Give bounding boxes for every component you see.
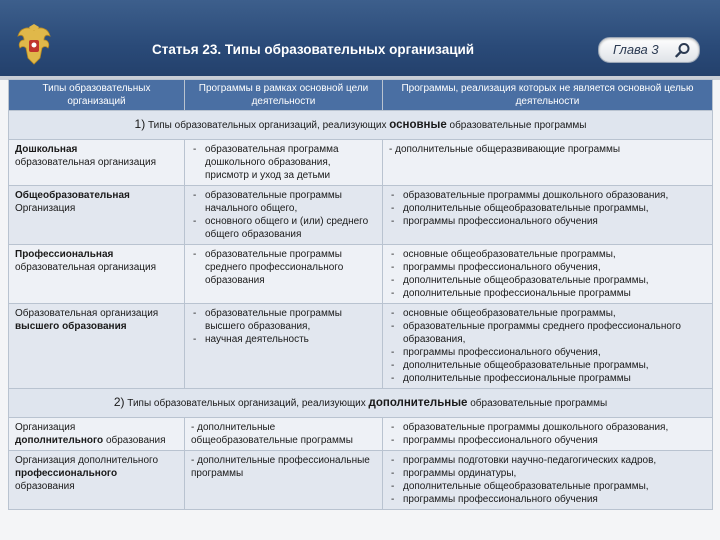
extra-programs-cell [383,418,713,451]
table-row [9,245,713,304]
header-bar [0,0,720,78]
list-item: - дополнительные общеобразовательные программы, [389,359,706,372]
section-row [9,389,713,418]
list-item: - программы профессионального обучения [389,215,706,228]
organization-types-table [8,79,713,510]
table-row [9,140,713,186]
main-programs-cell [185,304,383,389]
list-item: - основного общего и (или) среднего общего образования [191,215,376,241]
org-type-cell: Организация дополнительного профессионального образования [9,451,185,510]
column-header: Программы, реализация которых не является основной целью деятельности [383,80,713,111]
list-item: - образовательные программы дошкольного образования, [389,189,706,202]
section-title: 2) Типы образовательных организаций, реализующих дополнительные образовательные программы [9,389,713,418]
list-item: - программы профессионального обучения [389,434,706,447]
table-row [9,186,713,245]
main-programs-cell: - дополнительные общеобразовательные программы [185,418,383,451]
column-header: Типы образовательных организаций [9,80,185,111]
org-type-cell: Образовательная организация высшего образования [9,304,185,389]
list-item: - образовательные программы высшего образования, [191,307,376,333]
org-type-cell: Дошкольная образовательная организация [9,140,185,186]
list-item: - дополнительные общеобразовательные программы, [389,202,706,215]
org-type-cell: Профессиональная образовательная организация [9,245,185,304]
main-programs-cell [185,140,383,186]
table-row [9,418,713,451]
list-item: - основные общеобразовательные программы, [389,248,706,261]
main-programs-cell [185,186,383,245]
extra-programs-cell [383,186,713,245]
search-icon[interactable] [675,42,691,58]
org-type-cell: Общеобразовательная Организация [9,186,185,245]
main-programs-cell: - дополнительные профессиональные программы [185,451,383,510]
extra-programs-cell: - дополнительные общеразвивающие программы [383,140,713,186]
section-row [9,111,713,140]
table-row [9,304,713,389]
org-type-cell: Организация дополнительного образования [9,418,185,451]
column-header: Программы в рамках основной цели деятельности [185,80,383,111]
list-item: - образовательная программа дошкольного образования, присмотр и уход за детьми [191,143,376,182]
extra-programs-cell [383,245,713,304]
list-item: - дополнительные общеобразовательные программы, [389,274,706,287]
extra-programs-cell [383,304,713,389]
page-title: Статья 23. Типы образовательных организаций [152,42,475,57]
extra-programs-cell [383,451,713,510]
list-item: - научная деятельность [191,333,376,346]
chapter-badge[interactable] [598,37,700,63]
chapter-label: Глава 3 [613,42,659,57]
main-programs-cell [185,245,383,304]
list-item: - образовательные программы среднего профессионального образования, [389,320,706,346]
list-item: - программы профессионального обучения, [389,346,706,359]
table-row [9,451,713,510]
list-item: - программы ординатуры, [389,467,706,480]
list-item: - программы подготовки научно-педагогических кадров, [389,454,706,467]
list-item: - программы профессионального обучения [389,493,706,506]
list-item: - основные общеобразовательные программы, [389,307,706,320]
list-item: - дополнительные профессиональные программы [389,287,706,300]
list-item: - образовательные программы начального общего, [191,189,376,215]
section-title: 1) Типы образовательных организаций, реализующих основные образовательные программы [9,111,713,140]
list-item: - программы профессионального обучения, [389,261,706,274]
list-item: - дополнительные общеобразовательные программы, [389,480,706,493]
list-item: - образовательные программы дошкольного образования, [389,421,706,434]
table-header-row [9,80,713,111]
list-item: - образовательные программы среднего профессионального образования [191,248,376,287]
list-item: - дополнительные профессиональные программы [389,372,706,385]
coat-of-arms-icon [14,24,54,68]
